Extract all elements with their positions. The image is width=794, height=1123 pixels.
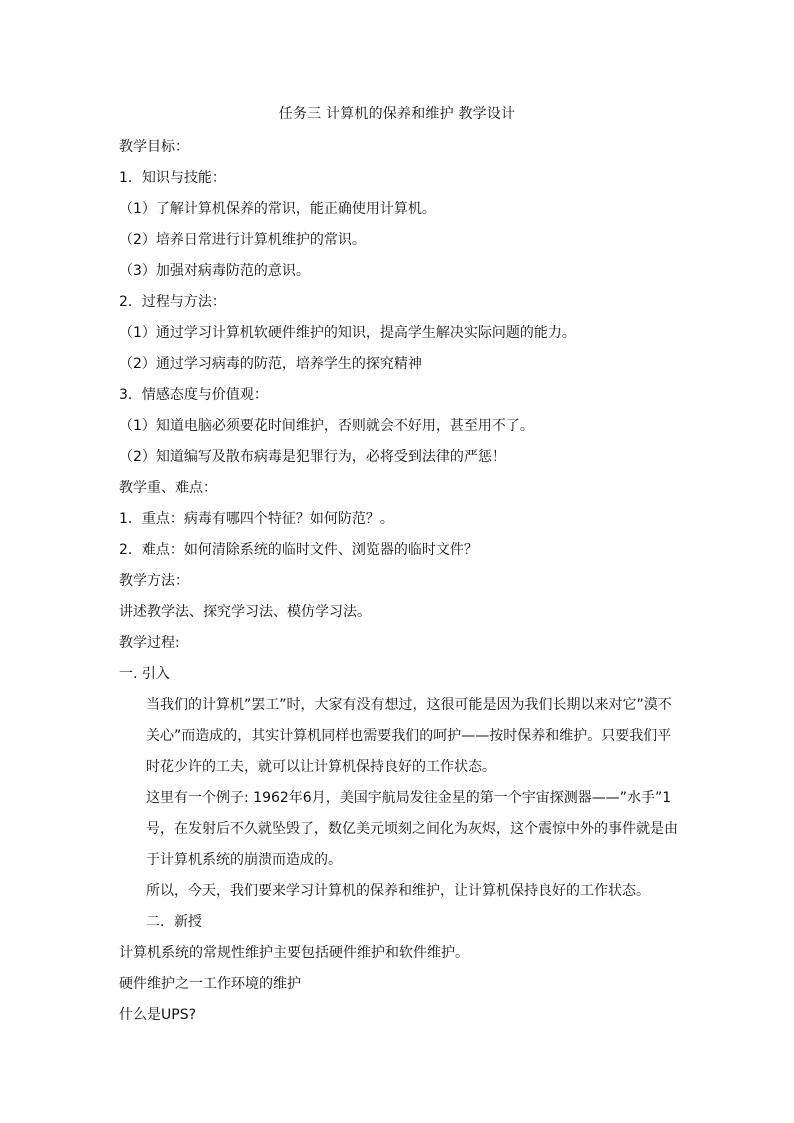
key-point: 1．重点：病毒有哪四个特征？如何防范？。 — [119, 511, 394, 527]
goal-process-method: 2．过程与方法： — [119, 294, 226, 310]
intro-paragraph: 当我们的计算机”罢工”时，大家有没有想过，这很可能是因为我们长期以来对它”漠不关心”而造成的，其实计算机同样也需要我们的呵护——按时保养和维护。只要我们平时花少许的工夫，就可以让计算机保持良好的工作状态。 — [146, 697, 672, 775]
section-new-lesson-heading: 二．新授 — [146, 914, 202, 930]
goal-item: （1）了解计算机保养的常识，能正确使用计算机。 — [119, 201, 436, 217]
body-line: 什么是UPS? — [119, 1007, 197, 1023]
heading-teaching-methods: 教学方法： — [119, 573, 189, 589]
heading-teaching-process: 教学过程: — [119, 635, 180, 651]
heading-key-difficult-points: 教学重、难点： — [119, 480, 217, 496]
heading-teaching-goals: 教学目标： — [119, 139, 189, 155]
intro-paragraph: 这里有一个例子: 1962年6月，美国宇航局发往金星的第一个宇宙探测器——”水手”1号，在发射后不久就坠毁了，数亿美元顷刻之间化为灰烬，这个震惊中外的事件就是由于计算机系统的崩溃而造成的。 — [146, 790, 678, 868]
body-line: 硬件维护之一工作环境的维护 — [119, 976, 301, 992]
goal-item: （2）知道编写及散布病毒是犯罪行为，必将受到法律的严惩！ — [119, 449, 506, 465]
goal-attitude-values: 3．情感态度与价值观： — [119, 387, 268, 403]
document-title: 任务三 计算机的保养和维护 教学设计 — [278, 106, 516, 122]
section-intro-heading: 一. 引入 — [119, 666, 170, 682]
goal-knowledge-skills: 1．知识与技能： — [119, 170, 226, 186]
goal-item: （2）通过学习病毒的防范，培养学生的探究精神 — [119, 356, 422, 372]
teaching-methods-text: 讲述教学法、探究学习法、模仿学习法。 — [119, 604, 371, 620]
document-body — [119, 132, 679, 1031]
body-line: 计算机系统的常规性维护主要包括硬件维护和软件维护。 — [119, 945, 469, 961]
goal-item: （1）知道电脑必须要花时间维护，否则就会不好用，甚至用不了。 — [119, 418, 534, 434]
goal-item: （2）培养日常进行计算机维护的常识。 — [119, 232, 366, 248]
goal-item: （3）加强对病毒防范的意识。 — [119, 263, 310, 279]
goal-item: （1）通过学习计算机软硬件维护的知识，提高学生解决实际问题的能力。 — [119, 325, 576, 341]
intro-paragraph: 所以，今天，我们要来学习计算机的保养和维护，让计算机保持良好的工作状态。 — [146, 883, 650, 899]
difficult-point: 2．难点：如何清除系统的临时文件、浏览器的临时文件？ — [119, 542, 478, 558]
